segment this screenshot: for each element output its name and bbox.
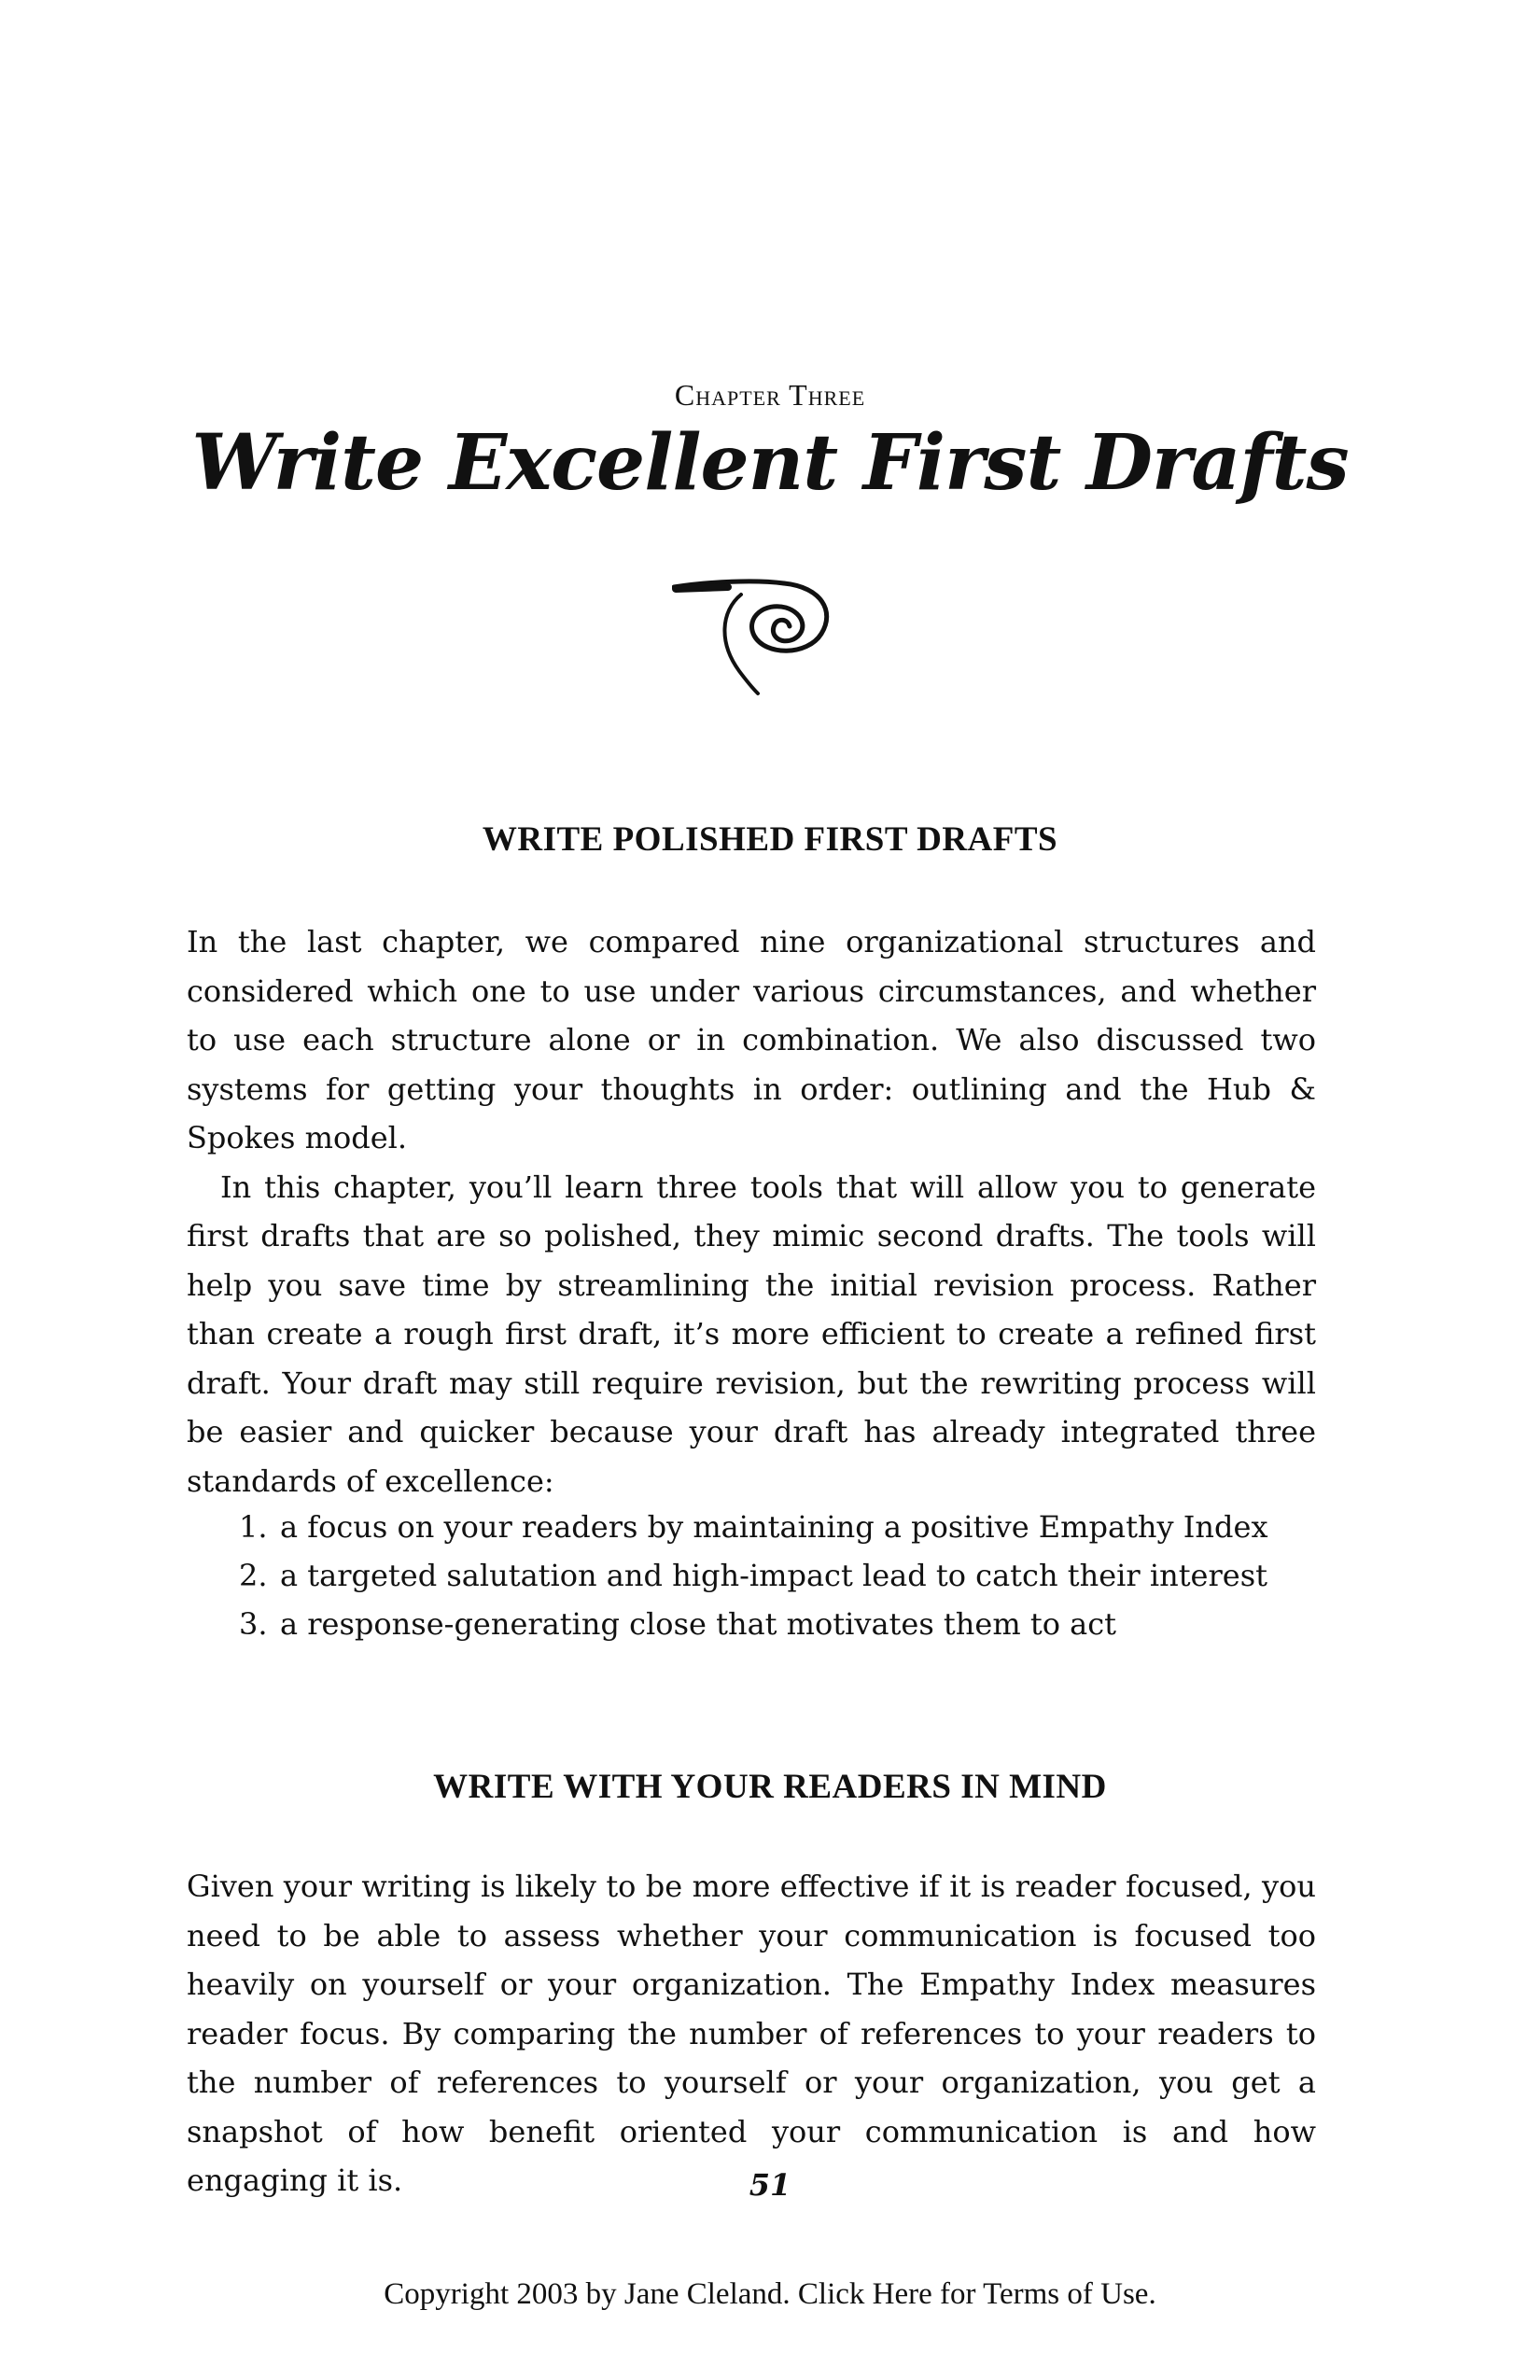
terms-of-use-link[interactable]: Click Here for Terms of Use. [797, 2277, 1156, 2311]
chapter-label: Chapter Three [674, 378, 866, 412]
copyright-notice [0, 2277, 1540, 2312]
standards-list [239, 1503, 1359, 1648]
section-heading: WRITE WITH YOUR READERS IN MIND [433, 1768, 1107, 1806]
paragraph: Given your writing is likely to be more effective if it is reader focused, you need to be able to assess whether your communication is focused too heavily on yourself or your organization. The Empathy Index measures reader focus. By comparing the number of references to your readers to the number of references to yourself or your organization, you get a snapshot of how benefit oriented your communication is and how engaging it is. [187, 1869, 1316, 2198]
page-number: 51 [749, 2167, 791, 2203]
list-number: 2. [239, 1558, 268, 1593]
paragraph: In this chapter, you’ll learn three tools that will allow you to generate first drafts that are so polished, they mimic second drafts. The tools will help you save time by streamlining the initial revision process. Rather than create a rough first draft, it’s more efficient to create a refined first draft. Your draft may still require revision, but the rewriting process will be easier and quicker because your draft has already integrated three standards of excellence: [187, 1169, 1316, 1499]
section-heading: WRITE POLISHED FIRST DRAFTS [482, 820, 1058, 859]
copyright-text: Copyright 2003 by Jane Cleland. [384, 2277, 791, 2311]
list-text: a targeted salutation and high-impact lead to catch their interest [280, 1558, 1267, 1593]
list-number: 1. [239, 1509, 268, 1545]
paragraph: In the last chapter, we compared nine organizational structures and considered which one to use under various circumstances, and whether to use each structure alone or in combination. We also discussed two systems for getting your thoughts in order: outlining and the Hub & Spokes model. [187, 924, 1316, 1155]
swirl-ornament-icon [672, 574, 840, 705]
list-text: a response-generating close that motivates them to act [280, 1606, 1116, 1642]
list-item [239, 1600, 1359, 1648]
list-item [239, 1551, 1359, 1600]
section-body [187, 917, 1316, 1505]
list-number: 3. [239, 1606, 268, 1642]
list-item [239, 1503, 1359, 1551]
section-body [187, 1862, 1316, 2205]
list-text: a focus on your readers by maintaining a positive Empathy Index [280, 1509, 1268, 1545]
chapter-title: Write Excellent First Drafts [191, 418, 1349, 508]
